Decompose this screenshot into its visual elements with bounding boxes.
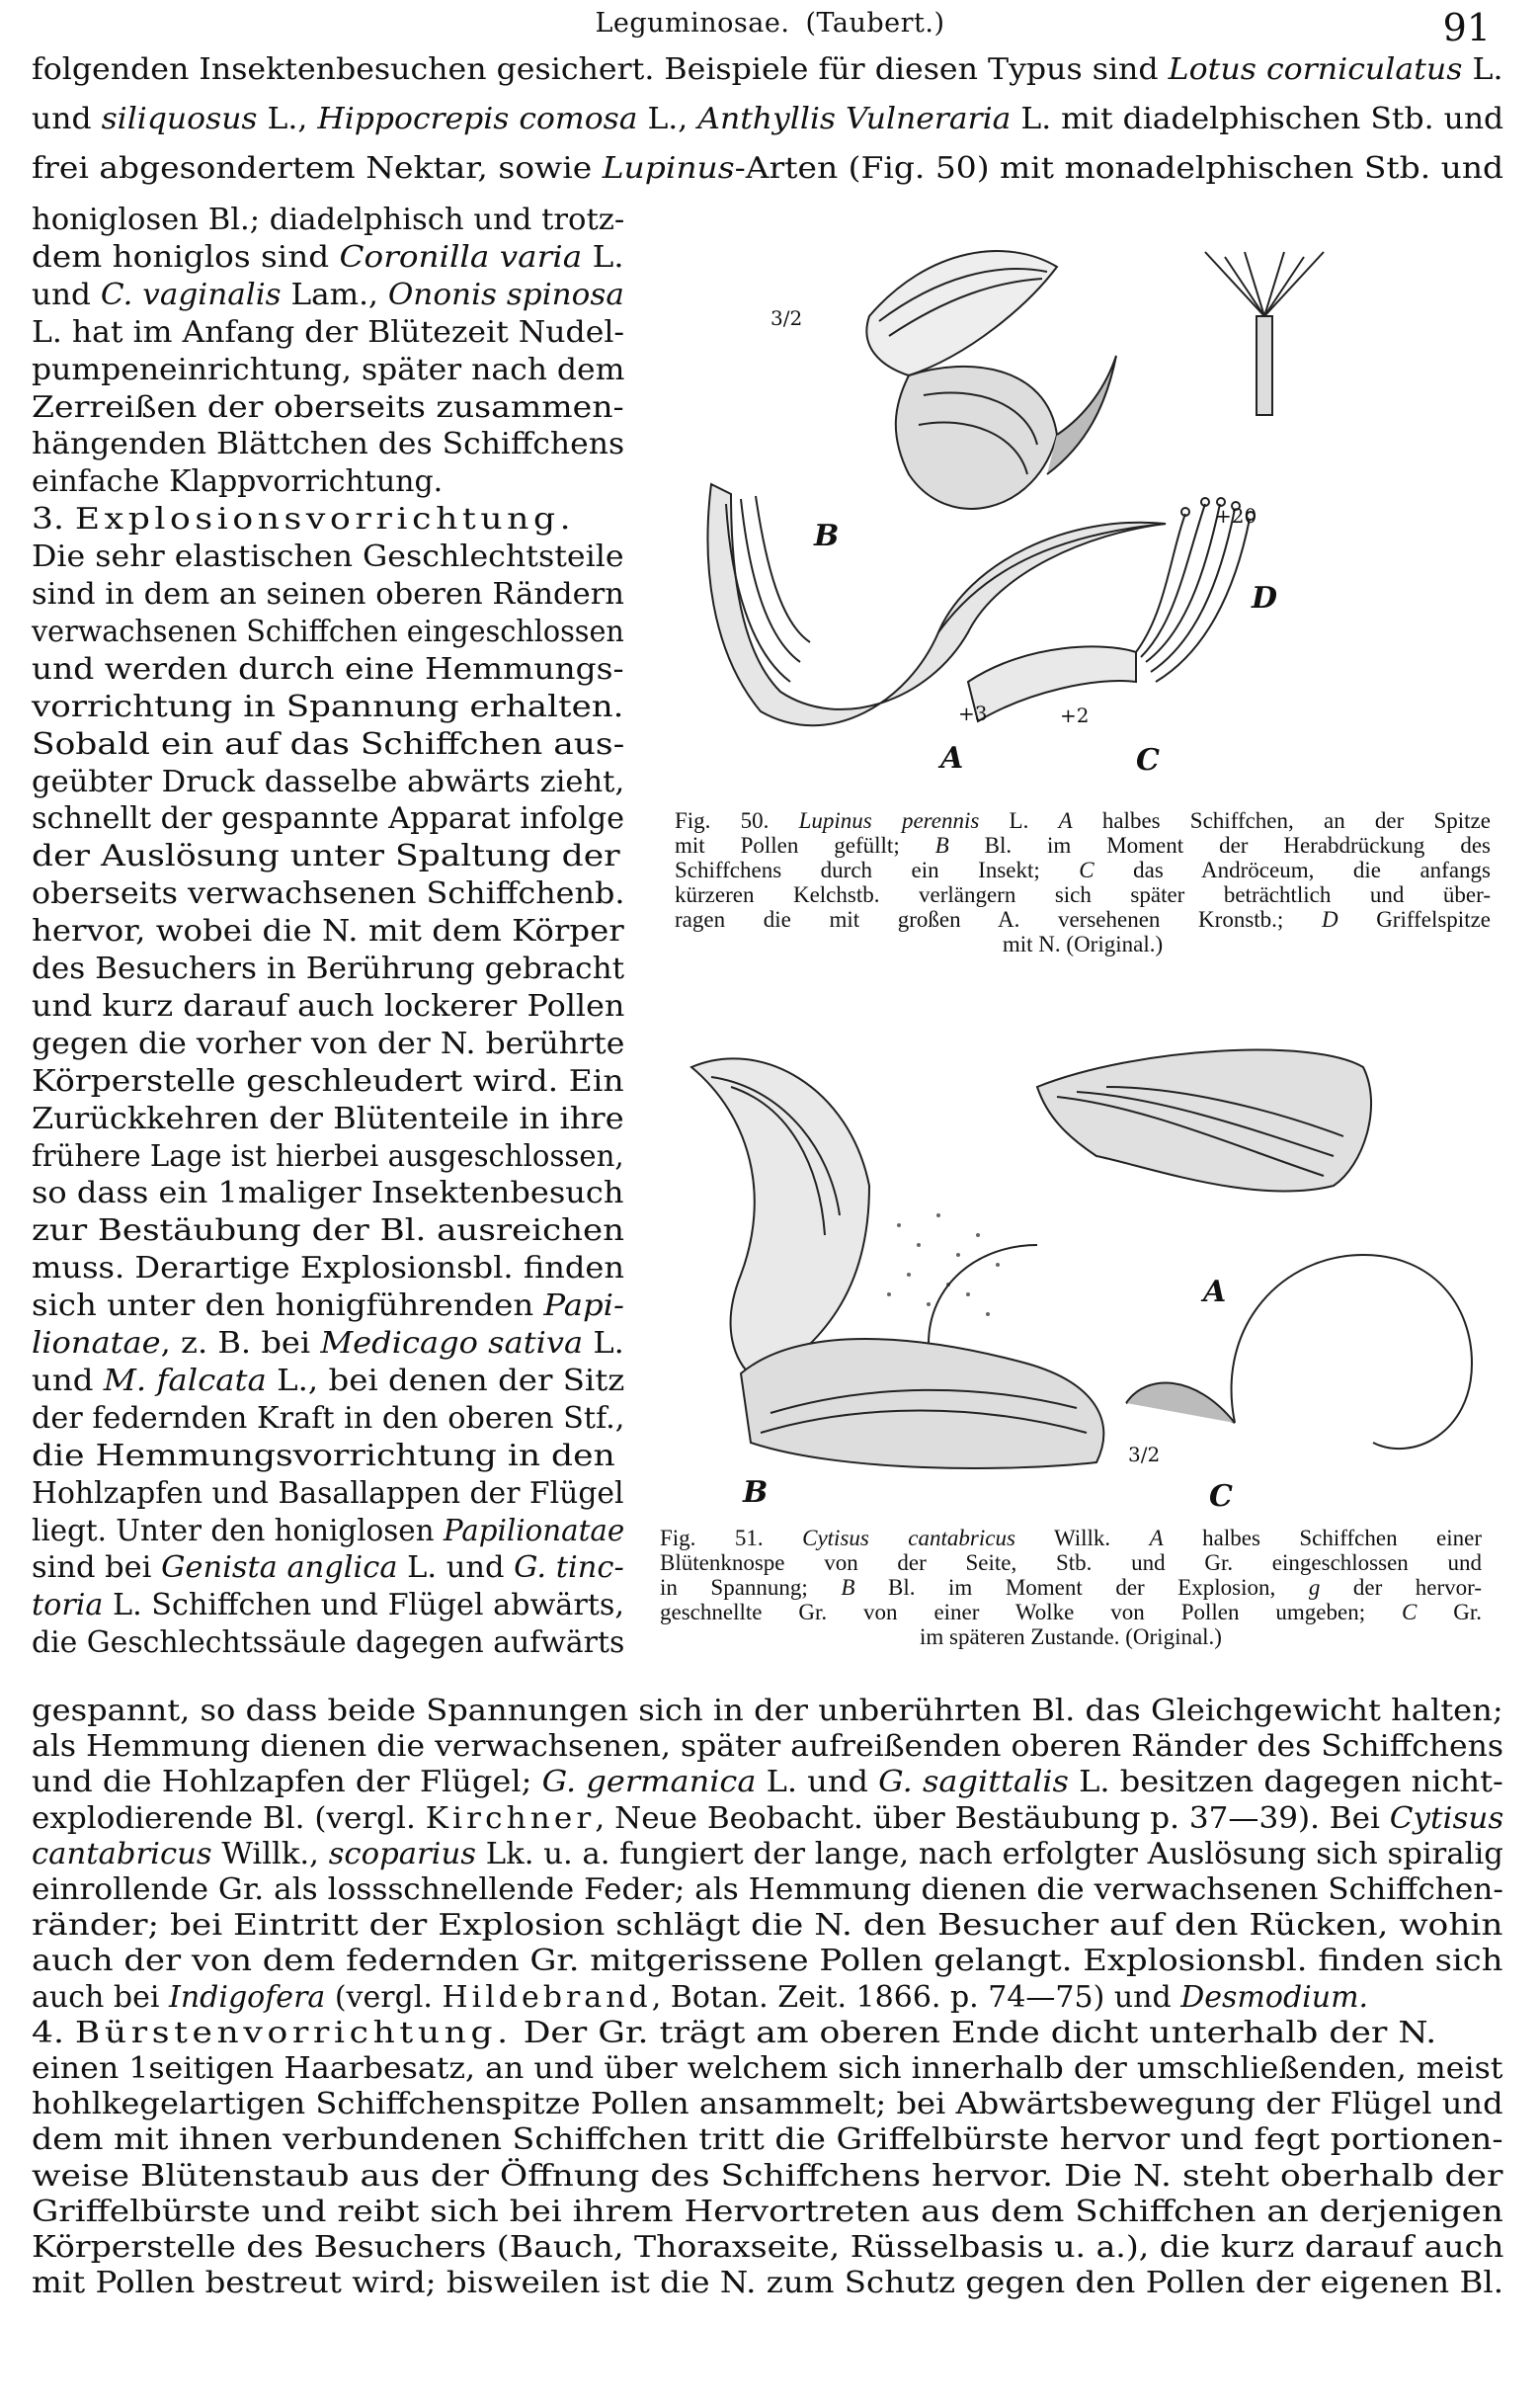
text-run: Fig. 51. <box>660 1526 803 1550</box>
text-line <box>32 1363 624 1400</box>
text-run: einen 1seitigen Haarbesatz, an und über welchem sich innerhalb der umschließenden, meist <box>32 2051 1503 2086</box>
text-run: scoparius <box>328 1836 477 1871</box>
text-run: folgenden Insektenbesuchen gesichert. Beispiele für diesen Typus sind <box>32 52 1169 87</box>
text-run: Bl. im Moment der Herabdrückung des <box>948 833 1491 858</box>
caption-line <box>675 833 1491 858</box>
text-run: weise Blütenstaub aus der Öffnung des Schiffchens hervor. Die N. steht oberhalb der <box>32 2158 1503 2194</box>
text-run: Lotus corniculatus <box>1168 52 1463 87</box>
text-run: der Auslösung unter Spaltung der <box>32 839 620 874</box>
running-header <box>0 8 1540 39</box>
text-run: , z. B. bei <box>160 1326 321 1361</box>
text-run: L. und <box>397 1550 515 1586</box>
text-run: frei abgesondertem Nektar, sowie <box>32 151 603 186</box>
text-run: die Hemmungsvorrichtung in den <box>32 1438 615 1473</box>
text-run: L. <box>583 1326 624 1361</box>
text-run: Zerreißen der oberseits zusammen- <box>32 389 624 425</box>
text-run: cantabricus <box>32 1836 212 1871</box>
text-run: Lam., <box>281 277 388 312</box>
text-run: L. Schiffchen und Flügel abwärts, <box>103 1588 624 1623</box>
text-run: A <box>1149 1526 1164 1550</box>
text-run: explodierende Bl. (vergl. <box>32 1800 426 1836</box>
fig50-label-d: D <box>1252 581 1278 616</box>
text-run: Gr. <box>1417 1600 1483 1624</box>
fig50-scale-top: 3/2 <box>770 306 803 330</box>
text-line <box>32 838 620 875</box>
caption-line <box>660 1550 1482 1575</box>
text-line <box>32 277 624 314</box>
text-line <box>32 1026 624 1063</box>
text-run: Lupinus perennis <box>798 808 980 833</box>
text-run: mit Pollen bestreut wird; bisweilen ist die N. zum Schutz gegen den Pollen der eigenen Bl. <box>32 2266 1504 2301</box>
page-number: 91 <box>1442 6 1491 49</box>
text-run: kürzeren Kelchstb. verlängern sich später beträchtlich und über- <box>675 882 1491 907</box>
text-run: L. <box>1462 52 1503 87</box>
text-run: dem mit ihnen verbundenen Schiffchen tritt die Griffelbürste hervor und fegt portionen- <box>32 2122 1503 2158</box>
text-line <box>32 150 1503 188</box>
text-run: Körperstelle des Besuchers (Bauch, Thoraxseite, Rüsselbasis u. a.), die kurz darauf auch <box>32 2230 1504 2265</box>
text-run: der hervor- <box>1320 1575 1482 1600</box>
fig51-label-b: B <box>743 1475 769 1510</box>
text-run: toria <box>32 1588 104 1623</box>
text-run: auch bei <box>32 1979 169 2015</box>
text-run: Anthyllis Vulneraria <box>697 102 1012 136</box>
text-run: Lk. u. a. fungiert der lange, nach erfolgter Auslösung sich spiralig <box>476 1836 1503 1871</box>
text-run: C <box>1079 858 1094 882</box>
text-line <box>32 576 624 614</box>
text-run: C <box>1402 1600 1418 1624</box>
text-run: sich unter den honigführenden <box>32 1288 544 1324</box>
text-run: schnellt der gespannte Apparat infolge <box>32 801 625 837</box>
text-run: und <box>32 1363 104 1398</box>
fig50-scale-a: +3 <box>958 702 988 725</box>
text-run: einfache Klappvorrichtung. <box>32 464 444 500</box>
text-run: (vergl. <box>325 1979 443 2015</box>
text-run: und <box>32 277 101 312</box>
text-run: verwachsenen Schiffchen eingeschlossen <box>32 614 624 649</box>
text-run: g <box>1308 1575 1321 1600</box>
text-line <box>32 101 1503 138</box>
text-run: und <box>32 102 102 136</box>
text-line <box>32 1836 1503 1873</box>
text-line <box>32 426 624 463</box>
text-line <box>32 1475 624 1513</box>
text-run: Fig. 50. <box>675 808 799 833</box>
text-line <box>32 539 624 576</box>
text-run: L., <box>637 102 698 136</box>
text-line <box>32 2050 1502 2088</box>
header-author: (Taubert.) <box>805 8 945 39</box>
text-run: gegen die vorher von der N. berührte <box>32 1026 625 1061</box>
text-line <box>32 689 623 726</box>
fig50-label-b: B <box>814 519 840 553</box>
text-line <box>32 239 624 277</box>
text-line <box>32 764 624 801</box>
text-run: Sobald ein auf das Schiffchen aus- <box>32 726 625 762</box>
fig50-scale-d: +20 <box>1215 504 1257 528</box>
text-run: hervor, wobei die N. mit dem Körper <box>32 914 624 950</box>
text-run: der federnden Kraft in den oberen Stf., <box>32 1400 625 1436</box>
text-run: Explosionsvorrichtung. <box>74 502 576 538</box>
text-run: Der Gr. trägt am oberen Ende dicht unterhalb der N. <box>512 2015 1437 2050</box>
text-line <box>32 1764 1503 1801</box>
text-line <box>32 951 624 988</box>
text-run: Lupinus <box>602 151 735 186</box>
figure-51-illustration <box>682 1047 1492 1512</box>
text-run: geschnellte Gr. von einer Wolke von Pollen umgeben; <box>660 1600 1402 1624</box>
text-line <box>32 875 624 913</box>
text-line <box>32 501 575 539</box>
text-run: G. germanica <box>541 1765 757 1800</box>
text-run: hohlkegelartigen Schiffchenspitze Pollen ansammelt; bei Abwärtsbewegung der Flügel und <box>32 2087 1503 2122</box>
text-line <box>32 2194 1503 2231</box>
text-line <box>32 2015 1436 2052</box>
caption-line <box>675 932 1491 956</box>
text-run: B <box>841 1575 855 1600</box>
text-line <box>32 1979 1368 2017</box>
text-run: Hohlzapfen und Basallappen der Flügel <box>32 1475 624 1511</box>
text-run: Willk. <box>1014 1526 1150 1550</box>
text-line <box>32 1513 624 1550</box>
text-run: L. <box>582 239 624 275</box>
text-line <box>32 800 624 838</box>
text-run: vorrichtung in Spannung erhalten. <box>32 689 624 724</box>
text-run: M. falcata <box>103 1363 267 1398</box>
caption-line <box>660 1624 1482 1649</box>
text-run: gespannt, so dass beide Spannungen sich in der unberührten Bl. das Gleichgewicht halten; <box>32 1694 1503 1728</box>
text-run: honiglosen Bl.; diadelphisch und trotz- <box>32 203 625 237</box>
text-run: L., bei denen der Sitz <box>266 1363 625 1398</box>
text-run: in Spannung; <box>660 1575 842 1600</box>
text-run: Kirchner <box>425 1800 596 1836</box>
text-run: Die sehr elastischen Geschlechtsteile <box>32 540 624 575</box>
caption-line <box>660 1575 1482 1600</box>
text-line <box>32 1871 1503 1909</box>
text-run: Zurückkehren der Blütenteile in ihre <box>32 1101 624 1136</box>
text-run: 3. <box>32 502 75 538</box>
text-run: siliquosus <box>101 102 258 136</box>
text-line <box>32 1400 624 1438</box>
caption-line <box>660 1526 1482 1550</box>
text-line <box>32 2086 1503 2123</box>
text-run: ragen die mit großen A. versehenen Kronstb.; <box>675 907 1322 932</box>
figure-51-caption <box>660 1526 1482 1649</box>
text-run: Medicago sativa <box>320 1326 584 1361</box>
text-run: muss. Derartige Explosionsbl. finden <box>32 1251 625 1286</box>
text-run: C. vaginalis <box>100 277 282 312</box>
text-run: Genista anglica <box>161 1550 398 1586</box>
text-run: , Neue Beobacht. über Bestäubung p. 37—39). Bei <box>595 1800 1390 1836</box>
text-line <box>32 614 624 651</box>
text-run: dem honiglos sind <box>32 239 340 275</box>
text-run: Schiffchens durch ein Insekt; <box>675 858 1080 882</box>
text-run: , Botan. Zeit. 1866. p. 74—75) und <box>651 1979 1181 2015</box>
text-line <box>32 51 1503 89</box>
text-run: Cytisus cantabricus <box>802 1526 1015 1550</box>
fig51-scale-c: 3/2 <box>1128 1443 1161 1466</box>
text-line <box>32 2229 1503 2267</box>
text-run: geübter Druck dasselbe abwärts zieht, <box>32 764 625 799</box>
text-line <box>32 1138 624 1176</box>
text-run: sind in dem an seinen oberen Rändern <box>32 577 624 612</box>
text-run: und kurz darauf auch lockerer Pollen <box>32 988 625 1024</box>
text-run: die Geschlechtssäule dagegen aufwärts <box>32 1625 625 1661</box>
text-run: zur Bestäubung der Bl. ausreichen <box>32 1213 625 1249</box>
text-run: pumpeneinrichtung, später nach dem <box>32 352 625 387</box>
text-run: Bürstenvorrichtung. <box>74 2015 513 2050</box>
text-run: oberseits verwachsenen Schiffchenb. <box>32 876 625 912</box>
text-run: L. mit diadelphischen Stb. und <box>1011 102 1504 136</box>
text-run: Indigofera <box>168 1979 326 2015</box>
text-run: lionatae <box>32 1326 161 1361</box>
text-line <box>32 1693 1503 1730</box>
text-line <box>32 389 624 427</box>
text-run: A <box>1058 808 1073 833</box>
figure-50-caption <box>675 808 1491 956</box>
text-run: G. tinc- <box>514 1550 624 1586</box>
caption-line <box>675 858 1491 882</box>
text-run: L. und <box>756 1765 879 1800</box>
text-line <box>32 1063 624 1101</box>
text-run: einrollende Gr. als lossschnellende Feder; als Hemmung dienen die verwachsenen Schiffchen- <box>32 1872 1503 1907</box>
text-run: Griffelspitze <box>1337 907 1492 932</box>
text-run: D <box>1321 907 1338 932</box>
text-run: Coronilla varia <box>339 239 583 275</box>
text-line <box>32 1624 624 1662</box>
text-line <box>32 1728 1503 1766</box>
text-line <box>32 1549 624 1587</box>
text-line <box>32 1907 1502 1945</box>
text-run: im späteren Zustande. (Original.) <box>920 1624 1222 1649</box>
text-run: und werden durch eine Hemmungs- <box>32 651 624 687</box>
text-run: des Besuchers in Berührung gebracht <box>32 952 625 986</box>
text-run: Ononis spinosa <box>387 277 624 312</box>
text-line <box>32 2265 1503 2302</box>
text-run: auch der von dem federnden Gr. mitgerissene Pollen gelangt. Explosionsbl. finden sich <box>32 1944 1503 1979</box>
text-run: Papi- <box>543 1288 624 1324</box>
header-title: Leguminosae. <box>595 8 790 39</box>
text-line <box>32 1250 624 1287</box>
text-line <box>32 1800 1503 1838</box>
text-run: das Andröceum, die anfangs <box>1094 858 1491 882</box>
text-line <box>32 2158 1503 2196</box>
text-run: 4. <box>32 2015 75 2050</box>
text-run: -Arten (Fig. 50) mit monadelphischen Stb. und <box>734 151 1504 186</box>
text-run: L. besitzen dagegen nicht- <box>1068 1765 1503 1800</box>
text-line <box>32 1325 624 1363</box>
text-line <box>32 2121 1503 2159</box>
text-line <box>32 651 624 689</box>
text-run: Hildebrand <box>442 1979 652 2015</box>
text-run: Desmodium. <box>1180 1979 1369 2015</box>
text-run: Papilionatae <box>443 1513 625 1548</box>
fig50-scale-c: +2 <box>1060 704 1090 727</box>
text-line <box>32 202 624 239</box>
text-line <box>32 988 624 1026</box>
text-run: Willk., <box>211 1836 329 1871</box>
fig50-label-a: A <box>940 741 964 776</box>
text-line <box>32 352 624 389</box>
text-run: halbes Schiffchen einer <box>1163 1526 1482 1550</box>
text-run: L. hat im Anfang der Blütezeit Nudel- <box>32 314 625 350</box>
fig51-label-c: C <box>1209 1479 1233 1514</box>
caption-line <box>660 1600 1482 1624</box>
text-line <box>32 1587 624 1624</box>
text-run: halbes Schiffchen, an der Spitze <box>1072 808 1491 833</box>
text-line <box>32 314 624 352</box>
text-run: als Hemmung dienen die verwachsenen, später aufreißenden oberen Ränder des Schiffchens <box>32 1729 1504 1765</box>
fig51-label-a: A <box>1203 1275 1227 1309</box>
text-line <box>32 1101 624 1138</box>
text-run: frühere Lage ist hierbei ausgeschlossen, <box>32 1138 624 1174</box>
text-run: G. sagittalis <box>878 1765 1069 1800</box>
text-line <box>32 1287 624 1325</box>
text-run: sind bei <box>32 1550 162 1586</box>
text-run: Griffelbürste und reibt sich bei ihrem Hervortreten aus dem Schiffchen an derjenigen <box>32 2194 1503 2229</box>
text-line <box>32 726 624 764</box>
text-run: so dass ein 1maliger Insektenbesuch <box>32 1176 624 1211</box>
text-run: Körperstelle geschleudert wird. Ein <box>32 1063 624 1099</box>
text-line <box>32 1212 624 1250</box>
text-run: ränder; bei Eintritt der Explosion schlägt die N. den Besucher auf den Rücken, wohin <box>32 1908 1503 1944</box>
caption-line <box>675 808 1491 833</box>
text-line <box>32 463 443 501</box>
text-line <box>32 1438 615 1475</box>
text-run: und die Hohlzapfen der Flügel; <box>32 1765 542 1800</box>
text-run: mit N. (Original.) <box>1002 932 1164 956</box>
text-run: Blütenknospe von der Seite, Stb. und Gr. eingeschlossen und <box>660 1550 1482 1575</box>
caption-line <box>675 907 1491 932</box>
text-run: Hippocrepis comosa <box>317 102 638 136</box>
text-run: B <box>934 833 949 858</box>
text-run: liegt. Unter den honiglosen <box>32 1513 444 1548</box>
text-run: Cytisus <box>1389 1800 1504 1836</box>
text-line <box>32 1175 623 1212</box>
text-run: hängenden Blättchen des Schiffchens <box>32 427 625 462</box>
fig50-label-c: C <box>1136 743 1160 778</box>
caption-line <box>675 882 1491 907</box>
text-line <box>32 913 624 951</box>
text-run: L., <box>257 102 318 136</box>
text-run: Bl. im Moment der Explosion, <box>854 1575 1309 1600</box>
text-run: mit Pollen gefüllt; <box>675 833 935 858</box>
text-line <box>32 1943 1502 1980</box>
text-run: L. <box>979 808 1059 833</box>
